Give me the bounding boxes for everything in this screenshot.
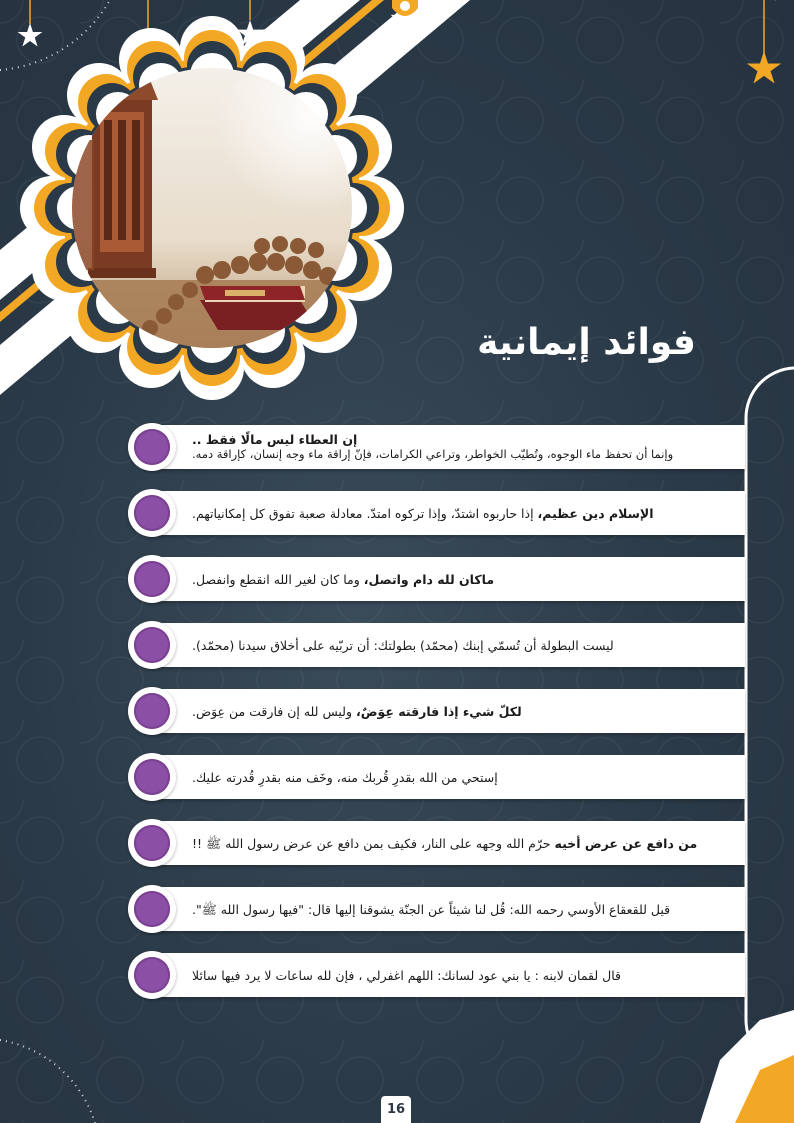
bullet-circle-icon xyxy=(128,819,176,867)
bullet-circle-icon xyxy=(128,687,176,735)
list-item-text xyxy=(192,425,723,469)
list-item xyxy=(128,755,745,799)
list-item-text xyxy=(192,623,723,667)
bullet-circle-icon xyxy=(128,753,176,801)
item-body: وليس لله إن فارقت من عِوَض. xyxy=(192,703,356,719)
list-item xyxy=(128,623,745,667)
item-body: وما كان لغير الله انقطع وانفصل. xyxy=(192,571,364,587)
item-lead: ماكان لله دام واتصل، xyxy=(363,571,495,587)
list-item xyxy=(128,689,745,733)
item-lead: من دافع عن عرض أخيه xyxy=(554,835,698,851)
item-body: حرّم الله وجهه على النار، فكيف بمن دافع عن عرض رسول الله ﷺ !! xyxy=(192,835,555,851)
bullet-circle-icon xyxy=(128,885,176,933)
list-item xyxy=(128,821,745,865)
item-body: إستحي من الله بقدرِ قُربك منه، وخَف منه بقدرِ قُدرته عليك. xyxy=(192,769,498,785)
item-body: إذا حاربوه اشتدّ، وإذا تركوه امتدّ. معادلة صعبة تفوق كل إمكانياتهم. xyxy=(192,505,538,521)
list-item xyxy=(128,425,745,469)
list-item-text xyxy=(192,689,723,733)
bullet-circle-icon xyxy=(128,951,176,999)
list-item xyxy=(128,953,745,997)
item-body: قيل للقعقاع الأوسي رحمه الله: قُل لنا شيئاً عن الجنّة يشوقنا إليها قال: "فيها رسول الله ﷺ". xyxy=(192,901,671,917)
list-item xyxy=(128,557,745,601)
item-line2: وإنما أن تحفظ ماء الوجوه، وتُطيّب الخواطر، وتراعي الكرامات، فإنّ إراقة ماء وجه إنسان، كإراقة دمه. xyxy=(192,447,674,461)
list-item xyxy=(128,887,745,931)
item-lead: إن العطاء ليس مالًا فقط .. xyxy=(192,432,358,447)
bullet-circle-icon xyxy=(128,555,176,603)
bullet-circle-icon xyxy=(128,621,176,669)
page-number: 16 xyxy=(381,1096,411,1123)
item-body: ليست البطولة أن تُسمّي إبنك (محمّد) بطولتك: أن تربّيه على أخلاق سيدنا (محمّد). xyxy=(192,637,614,653)
list-item-text xyxy=(192,821,723,865)
item-lead: الإسلام دين عظيم، xyxy=(537,505,654,521)
list-item-text xyxy=(192,953,723,997)
item-lead: لكلّ شيء إذا فارقته عِوَضٌ، xyxy=(355,703,522,719)
bullet-circle-icon xyxy=(128,489,176,537)
item-body: قال لقمان لابنه : يا بني عود لسانك: اللهم اغفرلي ، فإن لله ساعات لا يرد فيها سائلا xyxy=(192,967,622,983)
list-item-text xyxy=(192,491,723,535)
list-item-text xyxy=(192,557,723,601)
list-item xyxy=(128,491,745,535)
list-item-text xyxy=(192,887,723,931)
page-title: فوائد إيمانية xyxy=(477,322,696,363)
bullet-circle-icon xyxy=(128,423,176,471)
list-item-text xyxy=(192,755,723,799)
